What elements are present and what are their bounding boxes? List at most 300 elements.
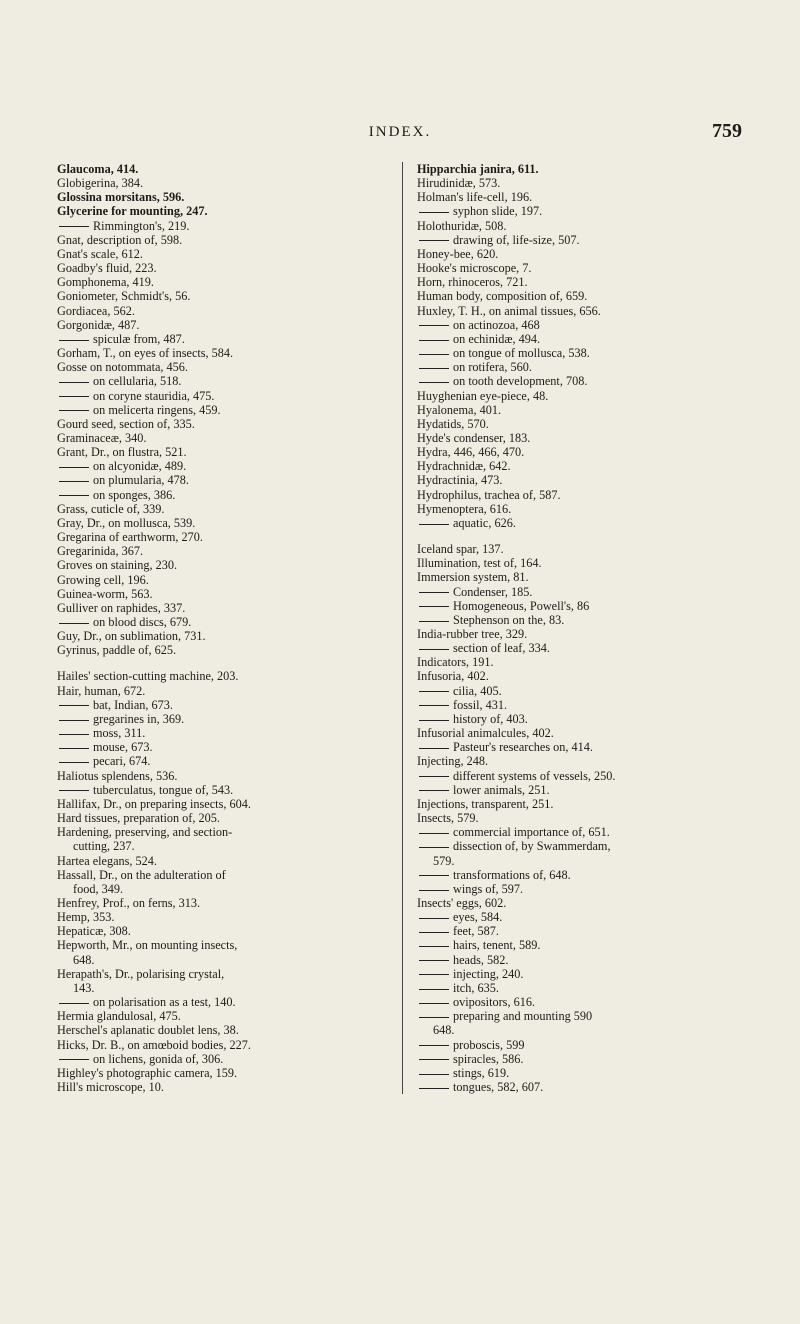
entry-text: 648.: [73, 952, 95, 967]
entry-text: Gorgonidæ, 487.: [57, 317, 140, 332]
entry-text: Hallifax, Dr., on preparing insects, 604.: [57, 796, 251, 811]
entry-text: Illumination, test of, 164.: [417, 556, 542, 571]
entry-text: Hepaticæ, 308.: [57, 924, 131, 939]
entry-text: 648.: [433, 1023, 455, 1038]
ditto-dash: [419, 354, 449, 355]
index-entry: [57, 544, 373, 558]
index-entry: [417, 669, 737, 683]
ditto-dash: [419, 1074, 449, 1075]
index-entry: [57, 587, 373, 601]
ditto-dash: [419, 240, 449, 241]
entry-text: Hirudinidæ, 573.: [417, 176, 501, 191]
ditto-dash: [419, 592, 449, 593]
index-subentry: [417, 825, 737, 839]
ditto-dash: [419, 1003, 449, 1004]
index-subentry: [417, 318, 737, 332]
entry-text: different systems of vessels, 250.: [453, 768, 616, 783]
index-entry: [57, 275, 373, 289]
ditto-dash: [419, 368, 449, 369]
index-entry: [417, 570, 737, 584]
entry-text: Huyghenian eye-piece, 48.: [417, 388, 549, 403]
index-entry: [57, 643, 373, 657]
entry-text: Stephenson on the, 83.: [453, 612, 565, 627]
index-subentry: [417, 1038, 737, 1052]
index-subentry: [57, 389, 373, 403]
index-subentry: [417, 698, 737, 712]
entry-text: Herschel's aplanatic doublet lens, 38.: [57, 1023, 239, 1038]
entry-text: feet, 587.: [453, 924, 499, 939]
ditto-dash: [59, 340, 89, 341]
entry-text: Hyde's condenser, 183.: [417, 430, 531, 445]
index-subentry: [417, 599, 737, 613]
entry-text: Gray, Dr., on mollusca, 539.: [57, 515, 196, 530]
index-subentry: [417, 910, 737, 924]
entry-text: Injecting, 248.: [417, 754, 489, 769]
entry-text: fossil, 431.: [453, 697, 508, 712]
entry-text: Hydrophilus, trachea of, 587.: [417, 487, 561, 502]
entry-text: Hooke's microscope, 7.: [417, 261, 532, 276]
index-entry: [57, 247, 373, 261]
index-entry: [57, 573, 373, 587]
entry-text: Honey-bee, 620.: [417, 246, 499, 261]
index-subentry: [417, 839, 737, 853]
ditto-dash: [59, 734, 89, 735]
entry-text: Glaucoma, 414.: [57, 162, 139, 176]
ditto-dash: [419, 720, 449, 721]
ditto-dash: [419, 649, 449, 650]
index-entry: [57, 318, 373, 332]
index-subentry: [417, 641, 737, 655]
entry-text: on alcyonidæ, 489.: [93, 459, 187, 474]
entry-text: Hardening, preserving, and section-: [57, 825, 233, 840]
index-entry: [57, 1066, 373, 1080]
entry-text: aquatic, 626.: [453, 515, 516, 530]
index-entry: [417, 726, 737, 740]
entry-text: Globigerina, 384.: [57, 176, 144, 191]
entry-text: on polarisation as a test, 140.: [93, 995, 236, 1010]
entry-text: Huxley, T. H., on animal tissues, 656.: [417, 303, 601, 318]
index-entry: [57, 629, 373, 643]
index-subentry: [57, 332, 373, 346]
index-entry: [417, 488, 737, 502]
index-entry-continuation: [417, 854, 737, 868]
index-entry: [57, 924, 373, 938]
index-entry: [417, 403, 737, 417]
index-subentry: [57, 459, 373, 473]
index-entry: [417, 219, 737, 233]
entry-text: Gomphonema, 419.: [57, 275, 154, 290]
index-subentry: [417, 1066, 737, 1080]
entry-text: on tooth development, 708.: [453, 374, 588, 389]
index-entry: [57, 304, 373, 318]
index-entry: [417, 417, 737, 431]
index-entry: [417, 896, 737, 910]
entry-text: commercial importance of, 651.: [453, 825, 610, 840]
ditto-dash: [419, 974, 449, 975]
entry-text: stings, 619.: [453, 1065, 510, 1080]
index-entry: [57, 417, 373, 431]
index-entry: [57, 176, 373, 190]
entry-text: Hailes' section-cutting machine, 203.: [57, 669, 239, 684]
index-entry-continuation: [417, 1023, 737, 1037]
index-entry: [417, 389, 737, 403]
index-entry: [57, 516, 373, 530]
index-entry: [417, 176, 737, 190]
entry-text: Indicators, 191.: [417, 655, 494, 670]
ditto-dash: [59, 382, 89, 383]
index-subentry: [417, 233, 737, 247]
ditto-dash: [419, 1045, 449, 1046]
entry-text: Hipparchia janira, 611.: [417, 162, 539, 176]
entry-text: proboscis, 599: [453, 1037, 525, 1052]
index-subentry: [57, 403, 373, 417]
ditto-dash: [59, 396, 89, 397]
entry-text: preparing and mounting 590: [453, 1009, 593, 1024]
index-entry: [57, 601, 373, 615]
entry-text: moss, 311.: [93, 726, 146, 741]
ditto-dash: [419, 524, 449, 525]
entry-text: transformations of, 648.: [453, 867, 571, 882]
index-entry: [417, 459, 737, 473]
ditto-dash: [59, 748, 89, 749]
entry-text: on actinozoa, 468: [453, 317, 540, 332]
entry-text: Gnat's scale, 612.: [57, 246, 143, 261]
index-subentry: [57, 754, 373, 768]
index-entry: [417, 811, 737, 825]
entry-text: Homogeneous, Powell's, 86: [453, 598, 590, 613]
entry-text: Hard tissues, preparation of, 205.: [57, 811, 220, 826]
entry-text: spiculæ from, 487.: [93, 331, 185, 346]
index-entry: [417, 162, 737, 176]
ditto-dash: [419, 790, 449, 791]
entry-text: food, 349.: [73, 881, 124, 896]
index-entry: [57, 967, 373, 981]
index-subentry: [417, 783, 737, 797]
entry-text: heads, 582.: [453, 952, 509, 967]
entry-text: Glycerine for mounting, 247.: [57, 204, 208, 219]
entry-text: Holman's life-cell, 196.: [417, 190, 533, 205]
index-entry: [57, 190, 373, 204]
index-subentry: [417, 684, 737, 698]
page-number: 759: [712, 120, 742, 142]
index-entry: [57, 910, 373, 924]
entry-text: cilia, 405.: [453, 683, 502, 698]
entry-text: Horn, rhinoceros, 721.: [417, 275, 528, 290]
entry-text: Holothuridæ, 508.: [417, 218, 507, 233]
entry-text: Hydractinia, 473.: [417, 473, 503, 488]
entry-text: cutting, 237.: [73, 839, 135, 854]
index-entry: [57, 797, 373, 811]
index-entry: [417, 304, 737, 318]
index-entry: [417, 754, 737, 768]
index-entry: [57, 162, 373, 176]
index-subentry: [57, 740, 373, 754]
index-entry: [57, 289, 373, 303]
entry-text: ovipositors, 616.: [453, 995, 536, 1010]
index-subentry: [417, 740, 737, 754]
running-head: INDEX.: [368, 124, 432, 140]
ditto-dash: [419, 890, 449, 891]
index-entry: [417, 247, 737, 261]
index-entry-continuation: [57, 882, 373, 896]
index-entry: [57, 868, 373, 882]
ditto-dash: [419, 325, 449, 326]
entry-text: 143.: [73, 980, 95, 995]
entry-text: section of leaf, 334.: [453, 641, 550, 656]
entry-text: dissection of, by Swammerdam,: [453, 839, 611, 854]
entry-text: Condenser, 185.: [453, 584, 533, 599]
index-entry: [417, 289, 737, 303]
entry-text: bat, Indian, 673.: [93, 697, 173, 712]
index-subentry: [417, 953, 737, 967]
entry-text: Growing cell, 196.: [57, 572, 149, 587]
entry-text: Hermia glandulosal, 475.: [57, 1009, 181, 1024]
ditto-dash: [419, 833, 449, 834]
index-subentry: [417, 204, 737, 218]
index-subentry: [57, 1052, 373, 1066]
index-entry: [57, 261, 373, 275]
entry-text: Grant, Dr., on flustra, 521.: [57, 445, 187, 460]
index-entry: [57, 346, 373, 360]
index-entry: [57, 669, 373, 683]
ditto-dash: [419, 918, 449, 919]
ditto-dash: [419, 1088, 449, 1089]
index-subentry: [417, 360, 737, 374]
entry-text: Injections, transparent, 251.: [417, 796, 554, 811]
entry-text: Grass, cuticle of, 339.: [57, 501, 165, 516]
entry-text: Guinea-worm, 563.: [57, 586, 153, 601]
entry-text: Hemp, 353.: [57, 910, 115, 925]
entry-text: 579.: [433, 853, 455, 868]
entry-text: Goadby's fluid, 223.: [57, 261, 157, 276]
ditto-dash: [419, 989, 449, 990]
index-subentry: [57, 698, 373, 712]
entry-text: Herapath's, Dr., polarising crystal,: [57, 966, 225, 981]
entry-text: Gulliver on raphides, 337.: [57, 600, 186, 615]
index-column-left: [57, 162, 373, 1094]
index-entry: [417, 431, 737, 445]
entry-text: tongues, 582, 607.: [453, 1080, 544, 1094]
index-subentry: [417, 924, 737, 938]
page-header: [0, 122, 800, 144]
index-entry: [57, 558, 373, 572]
index-entry: [57, 1080, 373, 1094]
entry-text: eyes, 584.: [453, 910, 503, 925]
entry-text: pecari, 674.: [93, 754, 151, 769]
ditto-dash: [419, 382, 449, 383]
index-subentry: [417, 346, 737, 360]
entry-text: tuberculatus, tongue of, 543.: [93, 782, 234, 797]
entry-text: on sponges, 386.: [93, 487, 176, 502]
entry-text: hairs, tenent, 589.: [453, 938, 541, 953]
index-subentry: [57, 219, 373, 233]
entry-text: Hepworth, Mr., on mounting insects,: [57, 938, 238, 953]
index-subentry: [417, 1009, 737, 1023]
index-entry: [417, 797, 737, 811]
entry-text: Immersion system, 81.: [417, 570, 529, 585]
section-gap: [57, 657, 373, 669]
entry-text: on melicerta ringens, 459.: [93, 402, 221, 417]
entry-text: injecting, 240.: [453, 966, 524, 981]
ditto-dash: [59, 720, 89, 721]
ditto-dash: [419, 847, 449, 848]
index-subentry: [417, 981, 737, 995]
entry-text: Hair, human, 672.: [57, 683, 146, 698]
index-subentry: [417, 882, 737, 896]
index-subentry: [417, 1080, 737, 1094]
entry-text: Gnat, description of, 598.: [57, 232, 183, 247]
ditto-dash: [419, 705, 449, 706]
index-entry: [417, 261, 737, 275]
ditto-dash: [59, 467, 89, 468]
index-column-right: [402, 162, 737, 1094]
index-subentry: [417, 938, 737, 952]
entry-text: on blood discs, 679.: [93, 615, 192, 629]
index-entry: [57, 1023, 373, 1037]
entry-text: Hydatids, 570.: [417, 416, 489, 431]
entry-text: Guy, Dr., on sublimation, 731.: [57, 629, 206, 644]
entry-text: Gregarinida, 367.: [57, 544, 144, 559]
index-subentry: [57, 374, 373, 388]
entry-text: mouse, 673.: [93, 740, 153, 755]
ditto-dash: [59, 705, 89, 706]
entry-text: Gyrinus, paddle of, 625.: [57, 643, 177, 658]
index-entry: [57, 530, 373, 544]
index-entry: [57, 938, 373, 952]
index-entry: [57, 896, 373, 910]
entry-text: syphon slide, 197.: [453, 204, 543, 219]
entry-text: Gourd seed, section of, 335.: [57, 416, 195, 431]
entry-text: Goniometer, Schmidt's, 56.: [57, 289, 191, 304]
index-subentry: [417, 585, 737, 599]
entry-text: Henfrey, Prof., on ferns, 313.: [57, 895, 201, 910]
ditto-dash: [59, 495, 89, 496]
index-entry: [57, 811, 373, 825]
index-subentry: [417, 967, 737, 981]
entry-text: Hassall, Dr., on the adulteration of: [57, 867, 226, 882]
ditto-dash: [419, 212, 449, 213]
index-entry: [417, 502, 737, 516]
index-subentry: [417, 769, 737, 783]
entry-text: Hyalonema, 401.: [417, 402, 502, 417]
entry-text: Haliotus splendens, 536.: [57, 768, 178, 783]
entry-text: spiracles, 586.: [453, 1051, 524, 1066]
entry-text: Hill's microscope, 10.: [57, 1080, 164, 1094]
index-entry: [57, 431, 373, 445]
entry-text: Gosse on notommata, 456.: [57, 360, 188, 375]
index-subentry: [417, 374, 737, 388]
entry-text: Hymenoptera, 616.: [417, 501, 512, 516]
entry-text: Iceland spar, 137.: [417, 542, 504, 557]
ditto-dash: [419, 932, 449, 933]
ditto-dash: [419, 776, 449, 777]
index-entry: [417, 655, 737, 669]
index-entry: [57, 825, 373, 839]
ditto-dash: [59, 226, 89, 227]
index-entry: [417, 445, 737, 459]
index-subentry: [57, 488, 373, 502]
index-entry-continuation: [57, 953, 373, 967]
ditto-dash: [419, 340, 449, 341]
entry-text: history of, 403.: [453, 711, 528, 726]
entry-text: on lichens, gonida of, 306.: [93, 1051, 224, 1066]
section-gap: [417, 530, 737, 542]
index-subentry: [417, 995, 737, 1009]
entry-text: Gordiacea, 562.: [57, 303, 135, 318]
entry-text: on plumularia, 478.: [93, 473, 189, 488]
ditto-dash: [59, 623, 89, 624]
index-subentry: [417, 332, 737, 346]
index-entry: [57, 360, 373, 374]
entry-text: Insects' eggs, 602.: [417, 895, 507, 910]
index-entry-continuation: [57, 839, 373, 853]
entry-text: Highley's photographic camera, 159.: [57, 1065, 238, 1080]
entry-text: Groves on staining, 230.: [57, 558, 178, 573]
entry-text: drawing of, life-size, 507.: [453, 232, 580, 247]
ditto-dash: [419, 606, 449, 607]
index-subentry: [57, 712, 373, 726]
index-entry: [57, 204, 373, 218]
index-entry: [417, 556, 737, 570]
entry-text: itch, 635.: [453, 980, 499, 995]
index-subentry: [417, 712, 737, 726]
ditto-dash: [419, 621, 449, 622]
index-entry: [57, 769, 373, 783]
entry-text: Rimmington's, 219.: [93, 218, 190, 233]
index-subentry: [57, 995, 373, 1009]
ditto-dash: [419, 1059, 449, 1060]
ditto-dash: [419, 875, 449, 876]
ditto-dash: [59, 762, 89, 763]
ditto-dash: [419, 946, 449, 947]
index-subentry: [417, 613, 737, 627]
entry-text: Human body, composition of, 659.: [417, 289, 588, 304]
index-subentry: [417, 516, 737, 530]
entry-text: on tongue of mollusca, 538.: [453, 346, 590, 361]
index-entry: [417, 190, 737, 204]
index-entry: [417, 275, 737, 289]
entry-text: lower animals, 251.: [453, 782, 550, 797]
entry-text: Hydrachnidæ, 642.: [417, 459, 511, 474]
index-entry-continuation: [57, 981, 373, 995]
entry-text: on rotifera, 560.: [453, 360, 532, 375]
ditto-dash: [419, 1017, 449, 1018]
index-entry: [417, 542, 737, 556]
index-entry: [57, 233, 373, 247]
entry-text: Hicks, Dr. B., on amœboid bodies, 227.: [57, 1037, 251, 1052]
index-entry: [57, 1038, 373, 1052]
entry-text: Glossina morsitans, 596.: [57, 190, 185, 205]
index-entry: [57, 854, 373, 868]
entry-text: Insects, 579.: [417, 811, 479, 826]
index-entry: [57, 445, 373, 459]
index-entry: [417, 473, 737, 487]
entry-text: Hartea elegans, 524.: [57, 853, 157, 868]
entry-text: Infusoria, 402.: [417, 669, 489, 684]
entry-text: Gorham, T., on eyes of insects, 584.: [57, 346, 234, 361]
ditto-dash: [419, 691, 449, 692]
index-entry: [57, 502, 373, 516]
entry-text: Pasteur's researches on, 414.: [453, 740, 593, 755]
ditto-dash: [59, 1059, 89, 1060]
entry-text: on coryne stauridia, 475.: [93, 388, 215, 403]
ditto-dash: [59, 410, 89, 411]
index-subentry: [417, 868, 737, 882]
entry-text: Infusorial animalcules, 402.: [417, 726, 554, 741]
ditto-dash: [59, 1003, 89, 1004]
index-subentry: [57, 783, 373, 797]
index-subentry: [57, 726, 373, 740]
